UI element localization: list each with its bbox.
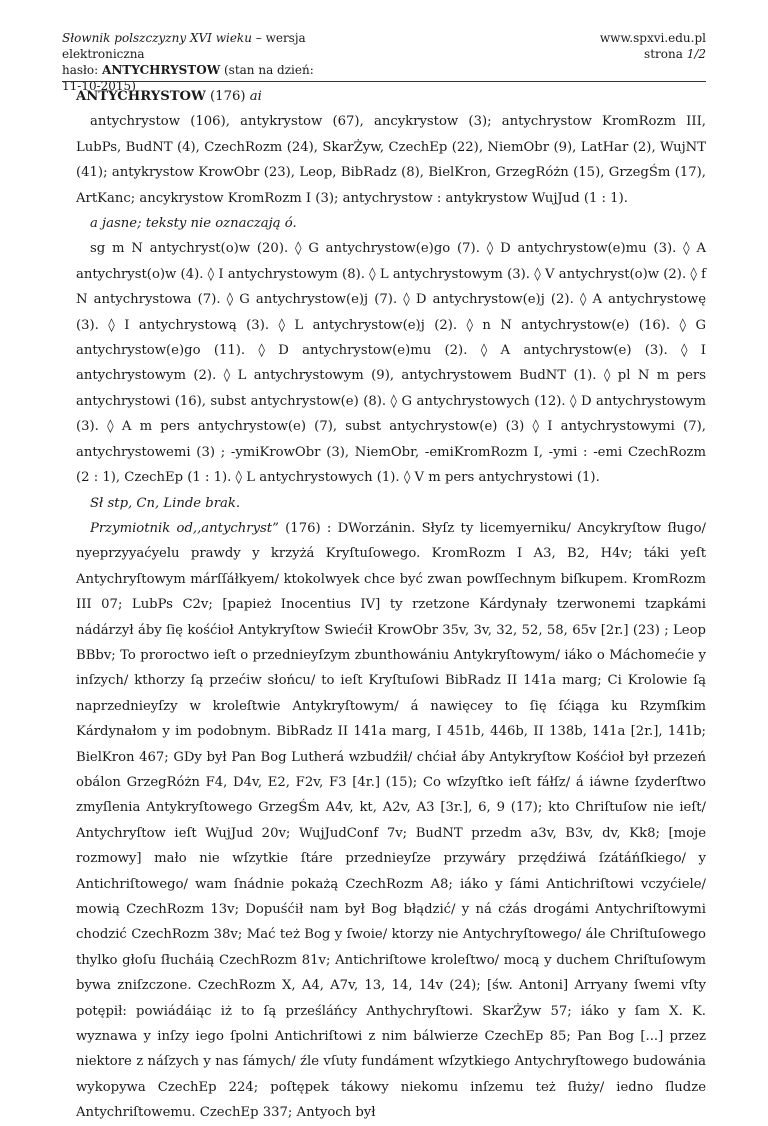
sources-note: Sł stp, Cn, Linde brak. [90,495,241,511]
citations-text: DWorzánin. Słyſz ty licemyerniku/ Ancykryſtow ſługo/ nyeprzyyaćyelu prawdy y krzyżá Kryſtuſowego. KromRozm I A3, B2, H4v; táki yeſt Antychryſtowym márſſáłkyem/ ktokolwyek chce być zwan powſſechnym biſkupem. KromRozm III 07; LubPs C2v; [papież Inocentius IV] ty rzetzone Kárdynały tzerwonemi tzapkámi nádárzył áby ſię kośćioł Antykryſtow Swiećił KrowObr 35v, 3v, 32, 52, 58, 65v [2r.] (23) ; Leop BBbv; To proroctwo ieſt o przednieyſzym zbunthowániu Antykryſtowym/ iáko o Máchomećie y inſzych/ kthorzy ſą przećiw słońcu/ to ieſt Kryſtuſowi BibRadz II 141a marg; Ci Krolowie ſą naprzednieyſzy w kroleſtwie Antykryſtowym/ á nawięcey to ſię ſćiąga ku Rzymſkim Kárdynałom y im podobnym. BibRadz II 141a marg, I 451b, 446b, II 138b, 141a [2r.], 141b; BielKron 467; GDy był Pan Bog Lutherá wzbudźił/ chćiał áby Antykryſtow Kośćioł był przezeń obálon GrzegRóżn F4, D4v, E2, F2v, F3 [4r.] (15); Co wſzyſtko ieſt fáłſz/ á iáwne ſzyderſtwo zmyſlenia Antykryſtowego GrzegŚm A4v, kt, A2v, A3 [3r.], 6, 9 (17); kto Chriſtuſow nie ieſt/ Antychryſtow ieſt WujJud 20v; WujJudConf 7v; BudNT przedm a3v, B3v, dv, Kk8; [moje rozmowy] mało nie wſzytkie ſtáre przednieyſze przywáry przędźiwá ſzátáńſkiego/ y Antichriſtowego/ wam ſnádnie pokażą CzechRozm A8; iáko y ſámi Antichriſtowi vczyćiele/ mowią CzechRozm 13v; Dopuśćił nam był Bog błądzić/ y ná cżás drogámi Antychriſtowymi chodzić CzechRozm 38v; Mać też Bog y ſwoie/ ktorzy nie Antychryſtowego/ ále Chriſtuſowego thylko głoſu ſłucháią CzechRozm 81v; Antichriſtowe kroleſtwo/ mocą y duchem Chriſtuſowym bywa zniſzczone. CzechRozm X, A4, A7v, 13, 14, 14v (24); [św. Antoni] Arryany ſwemi vſty potępił: powiádáiąc iż to ſą prześláńcy Anthychryſtowi. SkarŻyw 57; iáko y ſam X. K. wyznawa y inſzy iego ſpolni Antichriſtowi z nim bálwierze CzechEp 85; Pan Bog [...] przez niektore z náſzych y nas ſámych/ źle vſuty fundáment wſzytkiego Antychryſtowego budowánia wykopywa CzechEp 224; poſtępek tákowy niekomu inſzemu też ſłuży/ iedno ſludze Antychriſtowemu. CzechEp 337; Antyoch był [76,520,706,1121]
stan-label: (stan na dzień: [220,63,314,77]
headword-suffix: ai [249,89,262,104]
entry-headline [76,84,706,109]
header-divider [62,81,706,82]
page-label: strona [644,47,687,61]
entry-variants: antychrystow (106), antykrystow (67), ancykrystow (3); antychrystow KromRozm III, LubPs, BudNT (4), CzechRozm (24), SkarŻyw, CzechEp (22), NiemObr (9), LatHar (2), WujNT (41); antykrystow KrowObr (23), Leop, BibRadz (8), BielKron, GrzegRóżn (15), GrzegŚm (17), ArtKanc; ancykrystow KromRozm I (3); antychrystow : antykrystow WujJud (1 : 1). [76,114,706,206]
haslo-value: ANTYCHRYSTOW [102,63,221,77]
page-header-right [600,30,706,62]
revision-date: 11-10-2015) [62,79,136,93]
dictionary-edition: – wersja elektroniczna [62,31,306,61]
site-url[interactable]: www.spxvi.edu.pl [599,31,706,45]
definition-and-citations [76,516,706,1126]
definition-count: (176) : [278,520,338,536]
definition-label: Przymiotnik od,,antychryst” [90,520,279,536]
page-number: 1/2 [686,47,706,61]
headword: ANTYCHRYSTOW [76,89,206,104]
haslo-label: hasło: [62,63,103,77]
inflection-paradigm: sg m N antychryst(o)w (20). ◊ G antychrystow(e)go (7). ◊ D antychrystow(e)mu (3). ◊ A antychryst(o)w (4). ◊ I antychrystowym (8). ◊ L antychrystowym (3). ◊ V antychryst(o)w (2). ◊ f N antychrystowa (7). ◊ G antychrystow(e)j (7). ◊ D antychrystow(e)j (2). ◊ A antychrystowę (3). ◊ I antychrystową (3). ◊ L antychrystow(e)j (2). ◊ n N antychrystow(e) (16). ◊ G antychrystow(e)go (11). ◊ D antychrystow(e)mu (2). ◊ A antychrystow(e) (3). ◊ I antychrystowym (2). ◊ L antychrystowym (9), antychrystowem BudNT (1). ◊ pl N m pers antychrystowi (16), subst antychrystow(e) (8). ◊ G antychrystowych (12). ◊ D antychrystowym (3). ◊ A m pers antychrystow(e) (7), subst antychrystow(e) (3) ◊ I antychrystowymi (7), antychrystowemi (3) ; -ymiKrowObr (3), NiemObr, -emiKromRozm I, -ymi : -emi CzechRozm (2 : 1), CzechEp (1 : 1). ◊ L antychrystowych (1). ◊ V m pers antychrystowi (1). [76,241,706,486]
entry-body [76,84,706,1126]
headword-count: (176) [205,89,250,104]
dictionary-title: Słownik polszczyzny XVI wieku [62,31,252,45]
phonetic-note: a jasne; teksty nie oznaczają ó. [90,216,297,232]
